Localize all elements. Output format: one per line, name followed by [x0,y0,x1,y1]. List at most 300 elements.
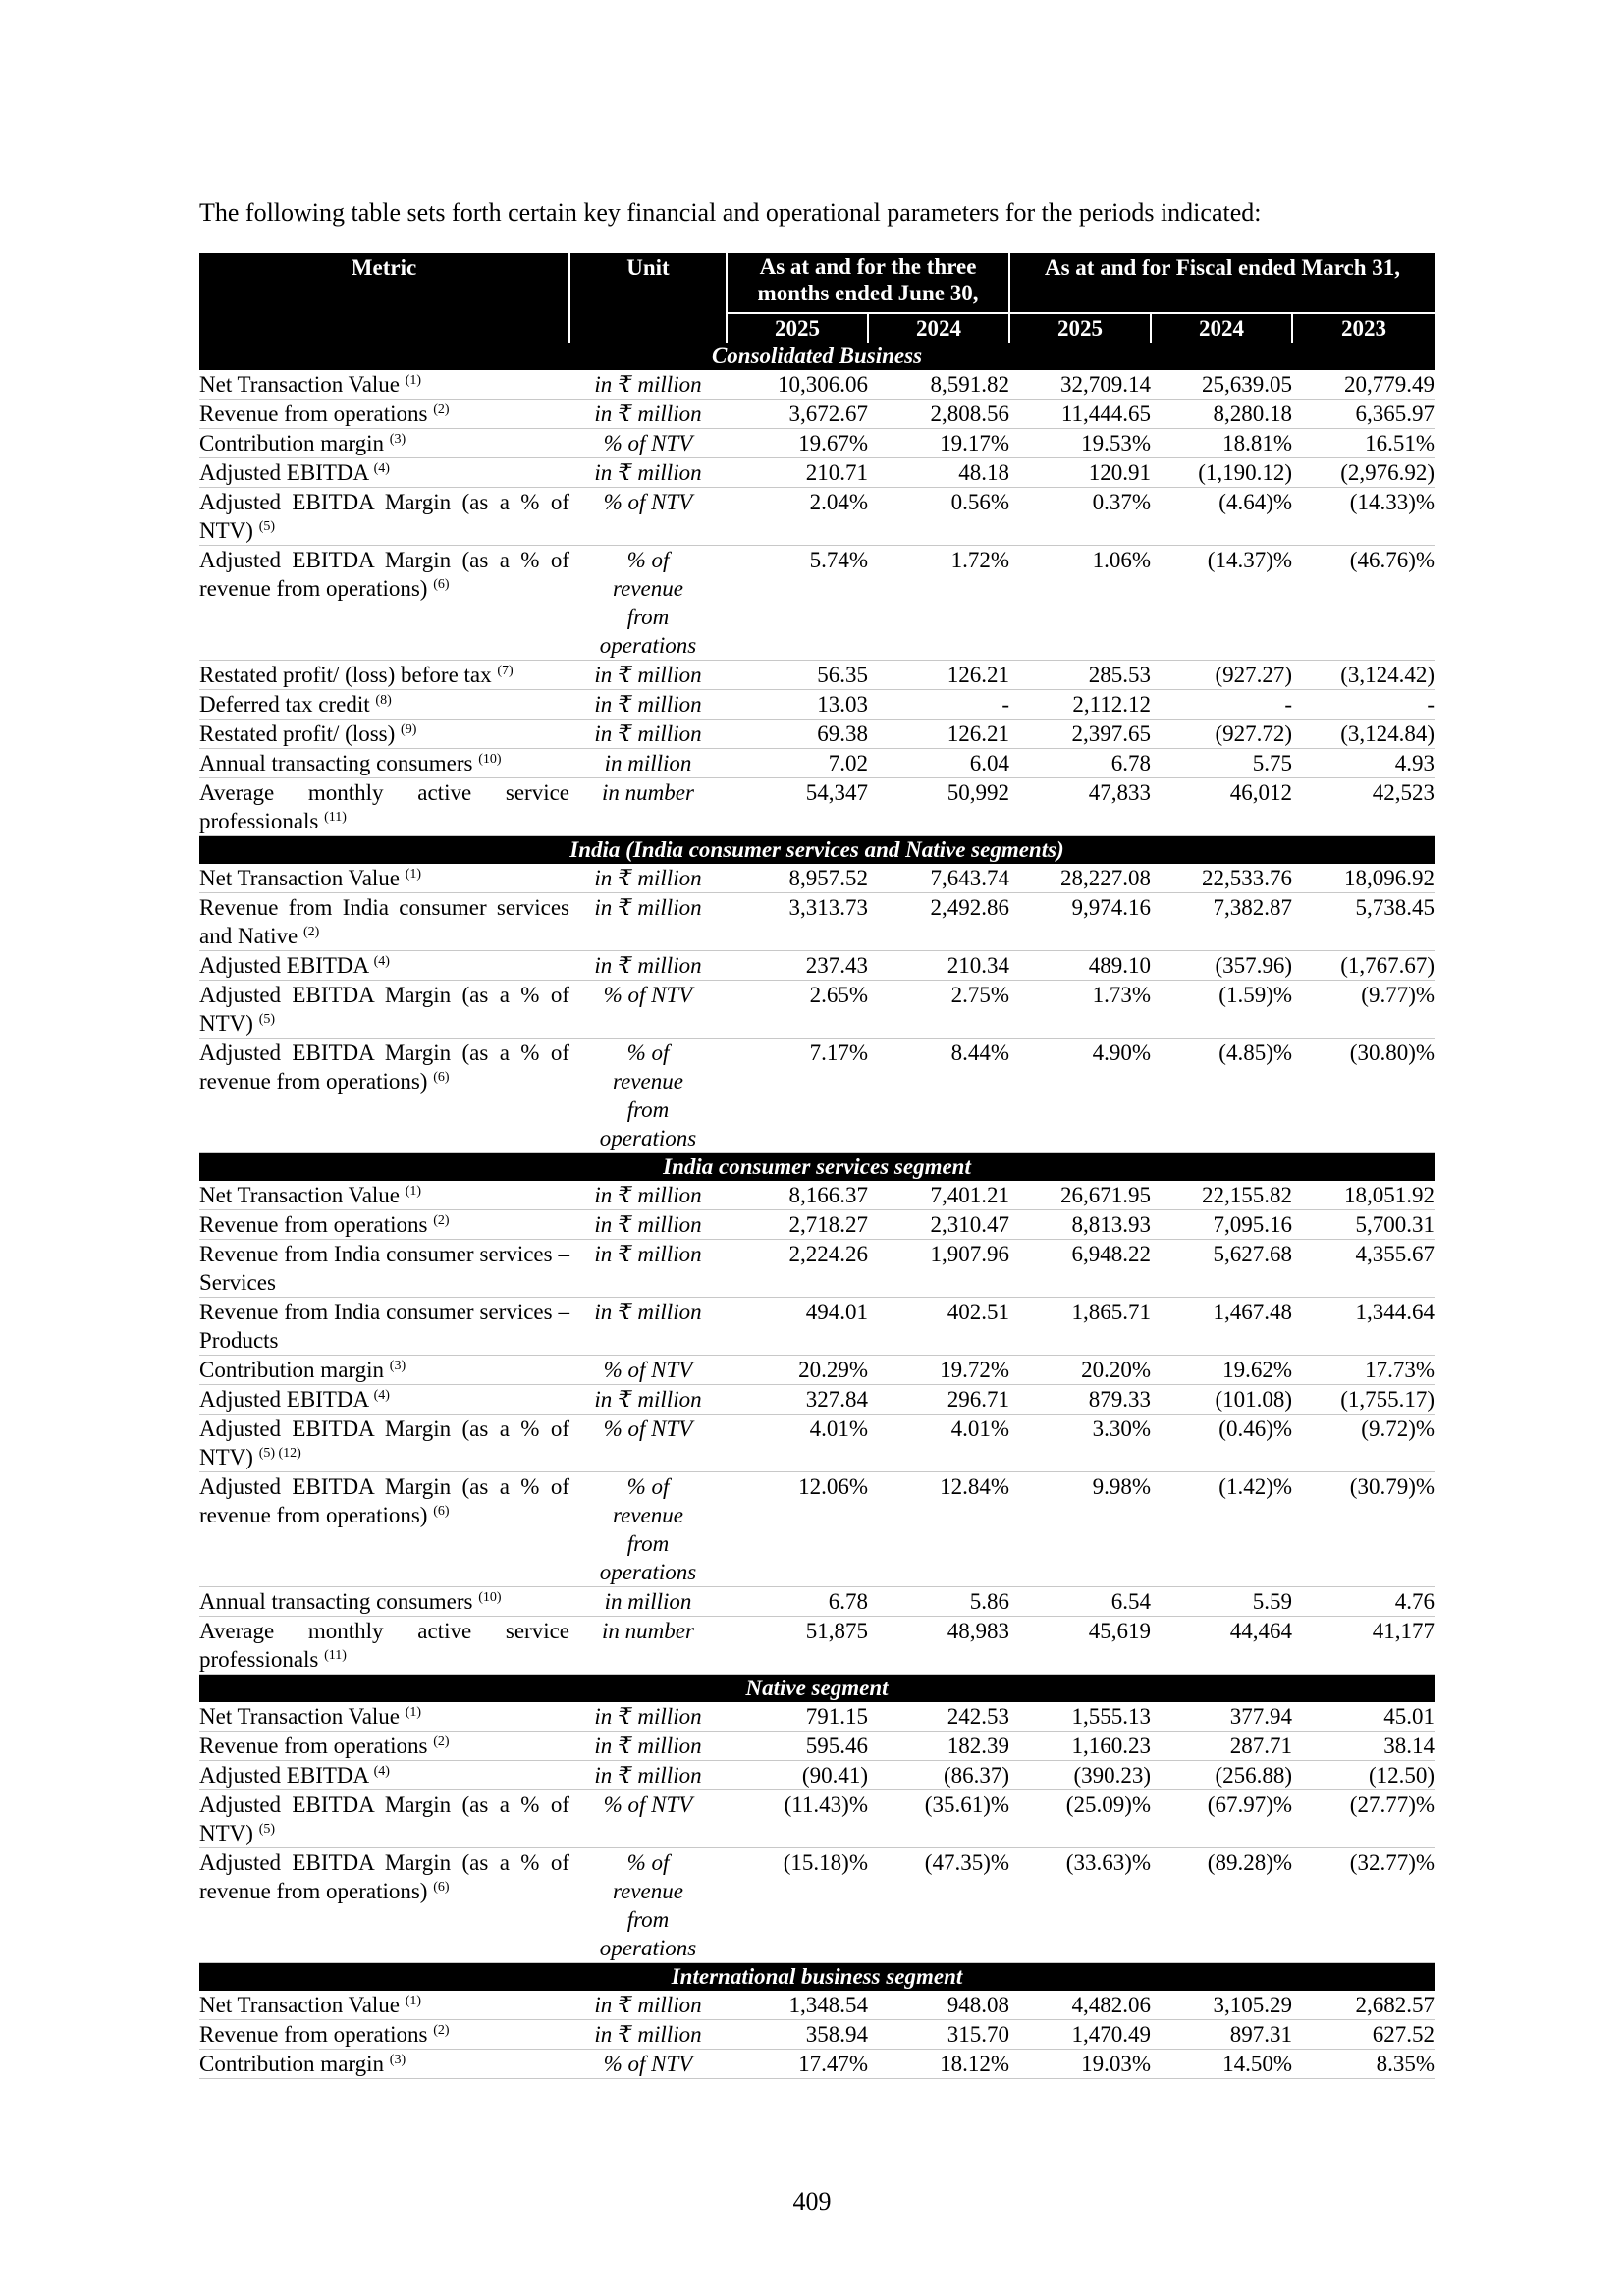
footnote-marker: (3) [389,1359,406,1373]
value-cell: 44,464 [1151,1617,1292,1675]
value-cell: 16.51% [1292,429,1435,458]
value-cell: 1.73% [1009,981,1151,1039]
metric-cell [199,1385,569,1415]
table-row [199,458,1435,488]
section-header-row [199,1153,1435,1182]
value-cell: 2.65% [727,981,868,1039]
section-header-row [199,343,1435,370]
header-year-q2024: 2024 [868,313,1009,343]
value-cell: 2,682.57 [1292,1991,1435,2020]
value-cell: 17.47% [727,2050,868,2079]
footnote-marker: (2) [433,2023,450,2038]
value-cell: 5.74% [727,546,868,661]
value-cell: 19.67% [727,429,868,458]
footnote-marker: (6) [433,1504,450,1519]
value-cell: 9.98% [1009,1472,1151,1587]
value-cell: (12.50) [1292,1761,1435,1790]
section-title: Consolidated Business [199,343,1435,370]
value-cell: 50,992 [868,778,1009,836]
table-body [199,343,1435,2079]
value-cell: 595.46 [727,1732,868,1761]
value-cell: 5.86 [868,1587,1009,1617]
table-row [199,1761,1435,1790]
section-title: India consumer services segment [199,1153,1435,1182]
value-cell: 358.94 [727,2020,868,2050]
header-unit: Unit [569,253,727,343]
value-cell: 1,470.49 [1009,2020,1151,2050]
table-row [199,1039,1435,1153]
table-row [199,546,1435,661]
value-cell: 1,467.48 [1151,1298,1292,1356]
value-cell: 287.71 [1151,1732,1292,1761]
value-cell: 8,280.18 [1151,400,1292,429]
value-cell: 19.03% [1009,2050,1151,2079]
value-cell: 51,875 [727,1617,868,1675]
value-cell: 237.43 [727,951,868,981]
value-cell: 489.10 [1009,951,1151,981]
table-row [199,864,1435,893]
footnote-marker: (10) [478,1590,502,1605]
metric-cell [199,1617,569,1675]
value-cell: (30.80)% [1292,1039,1435,1153]
metric-cell [199,778,569,836]
unit-cell: in ₹ million [569,1298,727,1356]
value-cell: 1.06% [1009,546,1151,661]
footnote-marker: (5) [258,519,276,534]
value-cell: (27.77)% [1292,1790,1435,1848]
unit-cell: in ₹ million [569,1761,727,1790]
value-cell: 14.50% [1151,2050,1292,2079]
table-row [199,981,1435,1039]
value-cell: 5,738.45 [1292,893,1435,951]
metric-cell [199,1991,569,2020]
value-cell: 18.81% [1151,429,1292,458]
table-row [199,488,1435,546]
value-cell: 7.17% [727,1039,868,1153]
metric-label: Adjusted EBITDA [199,953,368,978]
unit-cell: in ₹ million [569,720,727,749]
metric-cell [199,400,569,429]
value-cell: 10,306.06 [727,370,868,400]
unit-cell: in number [569,778,727,836]
footnote-marker: (6) [433,1880,450,1895]
value-cell: 6.04 [868,749,1009,778]
intro-paragraph: The following table sets forth certain key financial and operational parameters for the periods indicated: [199,198,1262,227]
metric-label: Revenue from operations [199,1212,428,1237]
value-cell: 20.20% [1009,1356,1151,1385]
value-cell: 13.03 [727,690,868,720]
table-header [199,253,1435,343]
table-row [199,1848,1435,1963]
value-cell: 12.06% [727,1472,868,1587]
value-cell: 48,983 [868,1617,1009,1675]
value-cell: 2,397.65 [1009,720,1151,749]
metric-cell [199,1415,569,1472]
value-cell: 126.21 [868,661,1009,690]
value-cell: (1,767.67) [1292,951,1435,981]
value-cell: (35.61)% [868,1790,1009,1848]
value-cell: 7,382.87 [1151,893,1292,951]
unit-cell: in ₹ million [569,370,727,400]
metric-label: Adjusted EBITDA Margin (as a % of NTV) [199,1792,569,1845]
table-row [199,720,1435,749]
footnote-marker: (5) (12) [258,1446,301,1461]
unit-cell: in ₹ million [569,1210,727,1240]
value-cell: 48.18 [868,458,1009,488]
table-row [199,1702,1435,1732]
value-cell: 8.35% [1292,2050,1435,2079]
unit-cell: in ₹ million [569,1385,727,1415]
table-row [199,400,1435,429]
value-cell: 5.59 [1151,1587,1292,1617]
table-row [199,1356,1435,1385]
footnote-marker: (9) [401,722,417,737]
value-cell: (4.64)% [1151,488,1292,546]
table-row [199,1415,1435,1472]
unit-cell: % of NTV [569,1790,727,1848]
value-cell: (1,190.12) [1151,458,1292,488]
value-cell: - [868,690,1009,720]
metric-label: Revenue from India consumer services and Native [199,895,569,948]
metric-cell [199,1039,569,1153]
footnote-marker: (3) [389,432,406,447]
value-cell: (256.88) [1151,1761,1292,1790]
value-cell: 182.39 [868,1732,1009,1761]
metric-label: Adjusted EBITDA [199,1387,368,1412]
metric-label: Contribution margin [199,2052,385,2076]
metric-cell [199,1761,569,1790]
metric-label: Adjusted EBITDA Margin (as a % of revenue from operations) [199,1850,569,1903]
footnote-marker: (1) [405,1705,422,1720]
value-cell: (89.28)% [1151,1848,1292,1963]
value-cell: 897.31 [1151,2020,1292,2050]
table-row [199,1587,1435,1617]
metric-cell [199,1210,569,1240]
value-cell: (67.97)% [1151,1790,1292,1848]
value-cell: 210.71 [727,458,868,488]
value-cell: 18,096.92 [1292,864,1435,893]
value-cell: 2,224.26 [727,1240,868,1298]
metric-label: Adjusted EBITDA Margin (as a % of NTV) [199,490,569,543]
value-cell: (927.72) [1151,720,1292,749]
value-cell: 1,865.71 [1009,1298,1151,1356]
metric-cell [199,488,569,546]
value-cell: 1.72% [868,546,1009,661]
unit-cell: in ₹ million [569,1181,727,1210]
value-cell: 242.53 [868,1702,1009,1732]
value-cell: 4.01% [868,1415,1009,1472]
value-cell: (25.09)% [1009,1790,1151,1848]
value-cell: 1,160.23 [1009,1732,1151,1761]
value-cell: (927.27) [1151,661,1292,690]
value-cell: (32.77)% [1292,1848,1435,1963]
metric-label: Revenue from operations [199,401,428,426]
value-cell: 4.01% [727,1415,868,1472]
value-cell: - [1292,690,1435,720]
footnote-marker: (1) [405,1994,422,2008]
header-group-fiscal: As at and for Fiscal ended March 31, [1009,253,1435,285]
metric-label: Average monthly active service professionals [199,780,569,833]
footnote-marker: (1) [405,373,422,388]
value-cell: 9,974.16 [1009,893,1151,951]
metric-label: Restated profit/ (loss) before tax [199,663,492,687]
value-cell: 2,718.27 [727,1210,868,1240]
table-row [199,951,1435,981]
value-cell: (390.23) [1009,1761,1151,1790]
metric-cell [199,1732,569,1761]
section-header-row [199,1963,1435,1992]
metric-cell [199,458,569,488]
value-cell: (14.33)% [1292,488,1435,546]
value-cell: 69.38 [727,720,868,749]
value-cell: 32,709.14 [1009,370,1151,400]
table-row [199,1385,1435,1415]
key-metrics-table [199,253,1435,2079]
value-cell: 3.30% [1009,1415,1151,1472]
metric-label: Adjusted EBITDA Margin (as a % of revenue from operations) [199,548,569,601]
footnote-marker: (1) [405,1184,422,1199]
value-cell: 20.29% [727,1356,868,1385]
value-cell: (1,755.17) [1292,1385,1435,1415]
value-cell: 28,227.08 [1009,864,1151,893]
value-cell: 402.51 [868,1298,1009,1356]
metric-cell [199,1240,569,1298]
footnote-marker: (6) [433,577,450,592]
metric-label: Revenue from India consumer services – Services [199,1242,569,1295]
value-cell: 5,627.68 [1151,1240,1292,1298]
value-cell: 494.01 [727,1298,868,1356]
value-cell: 17.73% [1292,1356,1435,1385]
table-row [199,1732,1435,1761]
unit-cell: in ₹ million [569,1702,727,1732]
unit-cell: % of NTV [569,1415,727,1472]
section-title: Native segment [199,1675,1435,1703]
value-cell: (4.85)% [1151,1039,1292,1153]
value-cell: 42,523 [1292,778,1435,836]
unit-cell: in ₹ million [569,893,727,951]
value-cell: 126.21 [868,720,1009,749]
value-cell: 8.44% [868,1039,1009,1153]
value-cell: (3,124.84) [1292,720,1435,749]
metric-cell [199,370,569,400]
table-row [199,661,1435,690]
footnote-marker: (5) [258,1822,276,1837]
value-cell: (1.42)% [1151,1472,1292,1587]
value-cell: 315.70 [868,2020,1009,2050]
table-row [199,2050,1435,2079]
value-cell: 8,957.52 [727,864,868,893]
value-cell: 11,444.65 [1009,400,1151,429]
value-cell: 6,948.22 [1009,1240,1151,1298]
value-cell: (14.37)% [1151,546,1292,661]
value-cell: 7,401.21 [868,1181,1009,1210]
footnote-marker: (2) [433,1213,450,1228]
metric-cell [199,2050,569,2079]
footnote-marker: (4) [373,1388,390,1403]
table-row [199,749,1435,778]
table-row [199,429,1435,458]
value-cell: 20,779.49 [1292,370,1435,400]
metric-cell [199,1181,569,1210]
metric-cell [199,546,569,661]
table-row [199,1181,1435,1210]
footnote-marker: (6) [433,1070,450,1085]
footnote-marker: (2) [433,1735,450,1749]
footnote-marker: (1) [405,867,422,881]
value-cell: 377.94 [1151,1702,1292,1732]
table-row [199,1298,1435,1356]
value-cell: 25,639.05 [1151,370,1292,400]
value-cell: (9.72)% [1292,1415,1435,1472]
value-cell: 45.01 [1292,1702,1435,1732]
value-cell: (11.43)% [727,1790,868,1848]
value-cell: 210.34 [868,951,1009,981]
value-cell: 627.52 [1292,2020,1435,2050]
metric-label: Adjusted EBITDA [199,460,368,485]
unit-cell: % of revenue from operations [569,1472,727,1587]
value-cell: 3,313.73 [727,893,868,951]
value-cell: 22,533.76 [1151,864,1292,893]
footnote-marker: (2) [433,402,450,417]
metric-label: Adjusted EBITDA [199,1763,368,1788]
value-cell: 879.33 [1009,1385,1151,1415]
unit-cell: % of NTV [569,1356,727,1385]
table-row [199,1617,1435,1675]
metric-cell [199,749,569,778]
value-cell: (86.37) [868,1761,1009,1790]
metric-cell [199,720,569,749]
value-cell: 6.78 [1009,749,1151,778]
metric-cell [199,1356,569,1385]
metric-cell [199,951,569,981]
unit-cell: % of NTV [569,488,727,546]
value-cell: 8,813.93 [1009,1210,1151,1240]
value-cell: 7,095.16 [1151,1210,1292,1240]
value-cell: - [1151,690,1292,720]
footnote-marker: (3) [389,2053,406,2067]
table-row [199,690,1435,720]
metric-label: Adjusted EBITDA Margin (as a % of NTV) [199,1416,569,1469]
unit-cell: in million [569,749,727,778]
value-cell: 6,365.97 [1292,400,1435,429]
value-cell: 1,344.64 [1292,1298,1435,1356]
value-cell: 327.84 [727,1385,868,1415]
header-year-fy2023: 2023 [1292,313,1435,343]
metric-cell [199,893,569,951]
metric-cell [199,981,569,1039]
value-cell: 2.75% [868,981,1009,1039]
section-title: India (India consumer services and Native segments) [199,836,1435,865]
value-cell: 1,348.54 [727,1991,868,2020]
metric-label: Revenue from operations [199,1734,428,1758]
metric-cell [199,690,569,720]
metric-cell [199,1298,569,1356]
footnote-marker: (11) [324,1648,347,1663]
unit-cell: in ₹ million [569,2020,727,2050]
table-row [199,778,1435,836]
metric-label: Revenue from operations [199,2022,428,2047]
value-cell: 5.75 [1151,749,1292,778]
value-cell: 8,166.37 [727,1181,868,1210]
footnote-marker: (4) [373,954,390,969]
value-cell: 3,672.67 [727,400,868,429]
table-row [199,1240,1435,1298]
header-year-fy2025: 2025 [1009,313,1151,343]
value-cell: 285.53 [1009,661,1151,690]
unit-cell: % of revenue from operations [569,1039,727,1153]
header-metric: Metric [199,253,569,343]
value-cell: 12.84% [868,1472,1009,1587]
value-cell: 0.37% [1009,488,1151,546]
value-cell: (33.63)% [1009,1848,1151,1963]
unit-cell: in ₹ million [569,1732,727,1761]
table-row [199,2020,1435,2050]
value-cell: 6.78 [727,1587,868,1617]
unit-cell: in ₹ million [569,661,727,690]
value-cell: 7.02 [727,749,868,778]
value-cell: 4,482.06 [1009,1991,1151,2020]
value-cell: (0.46)% [1151,1415,1292,1472]
metric-label: Contribution margin [199,431,385,455]
footnote-marker: (5) [258,1012,276,1027]
unit-cell: in ₹ million [569,690,727,720]
metric-cell [199,864,569,893]
value-cell: 3,105.29 [1151,1991,1292,2020]
value-cell: 7,643.74 [868,864,1009,893]
value-cell: 2,112.12 [1009,690,1151,720]
value-cell: 22,155.82 [1151,1181,1292,1210]
value-cell: 4.76 [1292,1587,1435,1617]
table-row [199,893,1435,951]
value-cell: 54,347 [727,778,868,836]
unit-cell: in million [569,1587,727,1617]
value-cell: 47,833 [1009,778,1151,836]
footnote-marker: (8) [375,693,392,708]
value-cell: 2,808.56 [868,400,1009,429]
metric-label: Net Transaction Value [199,866,401,890]
value-cell: 19.62% [1151,1356,1292,1385]
value-cell: 2,310.47 [868,1210,1009,1240]
metric-cell [199,661,569,690]
value-cell: (3,124.42) [1292,661,1435,690]
metric-label: Annual transacting consumers [199,751,473,775]
table-row [199,1991,1435,2020]
value-cell: (46.76)% [1292,546,1435,661]
metric-cell [199,2020,569,2050]
value-cell: 2,492.86 [868,893,1009,951]
value-cell: 19.72% [868,1356,1009,1385]
footnote-marker: (4) [373,461,390,476]
metric-label: Revenue from India consumer services – Products [199,1300,569,1353]
value-cell: 19.53% [1009,429,1151,458]
unit-cell: in ₹ million [569,458,727,488]
section-header-row [199,1675,1435,1703]
metric-label: Adjusted EBITDA Margin (as a % of revenue from operations) [199,1041,569,1094]
unit-cell: in ₹ million [569,400,727,429]
unit-cell: in ₹ million [569,864,727,893]
table-row [199,1472,1435,1587]
value-cell: 4.93 [1292,749,1435,778]
metric-label: Average monthly active service professionals [199,1619,569,1672]
value-cell: (47.35)% [868,1848,1009,1963]
value-cell: 5,700.31 [1292,1210,1435,1240]
section-header-row [199,836,1435,865]
value-cell: (2,976.92) [1292,458,1435,488]
header-group-quarter: As at and for the three months ended June 30, [727,253,1009,313]
metric-cell [199,1587,569,1617]
value-cell: 0.56% [868,488,1009,546]
value-cell: 26,671.95 [1009,1181,1151,1210]
